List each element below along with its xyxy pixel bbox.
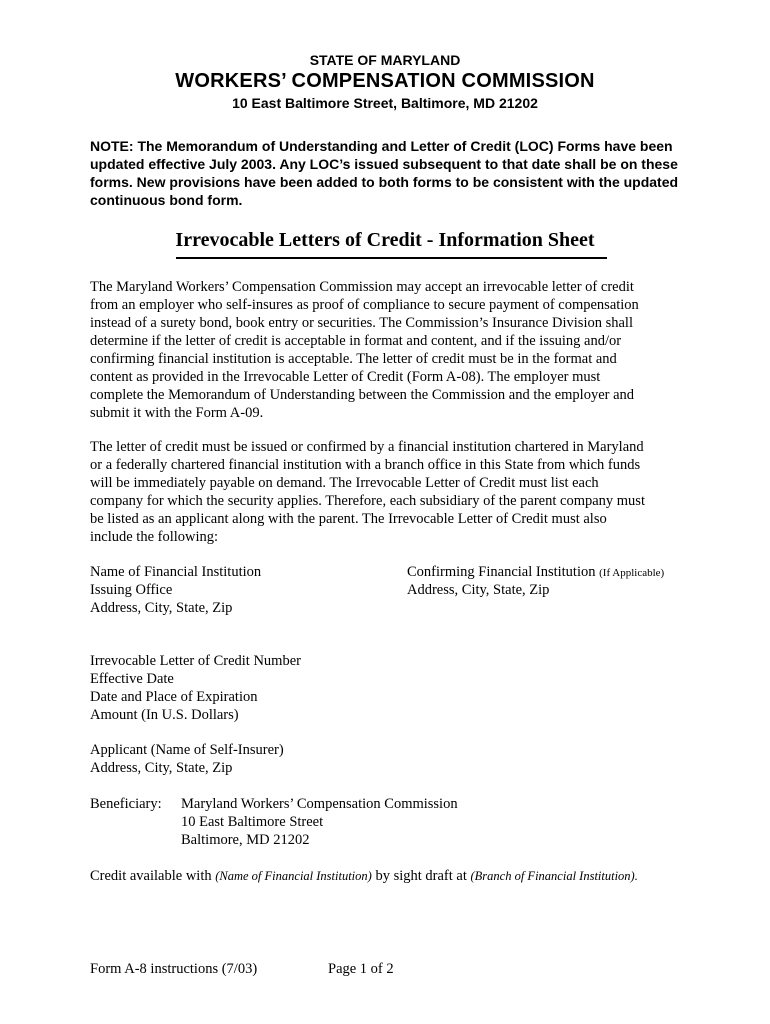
paragraph-intro: [90, 278, 639, 422]
beneficiary-line: Maryland Workers’ Compensation Commission: [181, 796, 458, 812]
paragraph-line: will be immediately payable on demand. The Irrevocable Letter of Credit must list each: [90, 475, 599, 491]
beneficiary-block: [181, 795, 458, 849]
note-block: [90, 137, 678, 209]
field-label: Date and Place of Expiration: [90, 689, 258, 705]
if-applicable-note: (If Applicable): [599, 567, 665, 579]
applicant-fields: [90, 741, 284, 777]
state-heading: STATE OF MARYLAND: [309, 52, 461, 68]
beneficiary-line: Baltimore, MD 21202: [181, 832, 310, 848]
paragraph-line: determine if the letter of credit is acceptable in format and content, and if the issuing and/or: [90, 333, 622, 349]
note-line: forms. New provisions have been added to both forms to be consistent with the updated: [90, 174, 679, 190]
paragraph-requirements: [90, 438, 645, 546]
note-line: NOTE: The Memorandum of Understanding and Letter of Credit (LOC) Forms have been: [90, 138, 673, 154]
page-title: Irrevocable Letters of Credit - Information Sheet: [175, 229, 595, 251]
paragraph-line: confirming financial institution is acceptable. The letter of credit must be in the format and: [90, 351, 617, 367]
beneficiary-label: Beneficiary:: [90, 796, 162, 812]
field-label: Irrevocable Letter of Credit Number: [90, 653, 301, 669]
footer-page-number: Page 1 of 2: [328, 961, 394, 977]
field-label: Address, City, State, Zip: [90, 600, 233, 616]
credit-italic-institution: (Name of Financial Institution): [215, 869, 372, 883]
note-line: continuous bond form.: [90, 192, 243, 208]
field-label: Confirming Financial Institution: [407, 564, 596, 580]
credit-prefix: Credit available with: [90, 868, 216, 884]
title-underline: [176, 257, 607, 259]
institution-fields: [90, 563, 261, 617]
note-line: updated effective July 2003. Any LOC’s issued subsequent to that date shall be on these: [90, 156, 678, 172]
field-label: Applicant (Name of Self-Insurer): [90, 742, 284, 758]
paragraph-line: complete the Memorandum of Understanding between the Commission and the employer and: [90, 387, 635, 403]
paragraph-line: from an employer who self-insures as proof of compliance to secure payment of compensation: [90, 297, 639, 313]
field-label: Name of Financial Institution: [90, 564, 262, 580]
field-label: Amount (In U.S. Dollars): [90, 707, 239, 723]
credit-middle: by sight draft at: [371, 868, 471, 884]
paragraph-line: or a federally chartered financial institution with a branch office in this State from which funds: [90, 457, 641, 473]
paragraph-line: company for which the security applies. Therefore, each subsidiary of the parent company must: [90, 493, 645, 509]
credit-available-line: [90, 867, 638, 885]
paragraph-line: The letter of credit must be issued or confirmed by a financial institution chartered in Maryland: [90, 439, 644, 455]
footer-form-id: Form A-8 instructions (7/03): [90, 961, 258, 977]
paragraph-line: be listed as an applicant along with the parent. The Irrevocable Letter of Credit must also: [90, 511, 607, 527]
agency-heading: WORKERS’ COMPENSATION COMMISSION: [175, 70, 595, 92]
confirming-institution-label: [407, 563, 664, 581]
paragraph-line: instead of a surety bond, book entry or securities. The Commission’s Insurance Division shall: [90, 315, 633, 331]
paragraph-line: The Maryland Workers’ Compensation Commission may accept an irrevocable letter of credit: [90, 279, 634, 295]
paragraph-line: submit it with the Form A-09.: [90, 405, 264, 421]
paragraph-line: content as provided in the Irrevocable Letter of Credit (Form A-08). The employer must: [90, 369, 601, 385]
credit-italic-branch: (Branch of Financial Institution).: [470, 869, 638, 883]
agency-address: 10 East Baltimore Street, Baltimore, MD 21202: [232, 95, 538, 111]
paragraph-line: include the following:: [90, 529, 219, 545]
confirming-institution-fields: [407, 563, 664, 599]
beneficiary-line: 10 East Baltimore Street: [181, 814, 324, 830]
loc-fields: [90, 652, 301, 724]
field-label: Address, City, State, Zip: [407, 582, 550, 598]
field-label: Address, City, State, Zip: [90, 760, 233, 776]
field-label: Issuing Office: [90, 582, 173, 598]
field-label: Effective Date: [90, 671, 174, 687]
